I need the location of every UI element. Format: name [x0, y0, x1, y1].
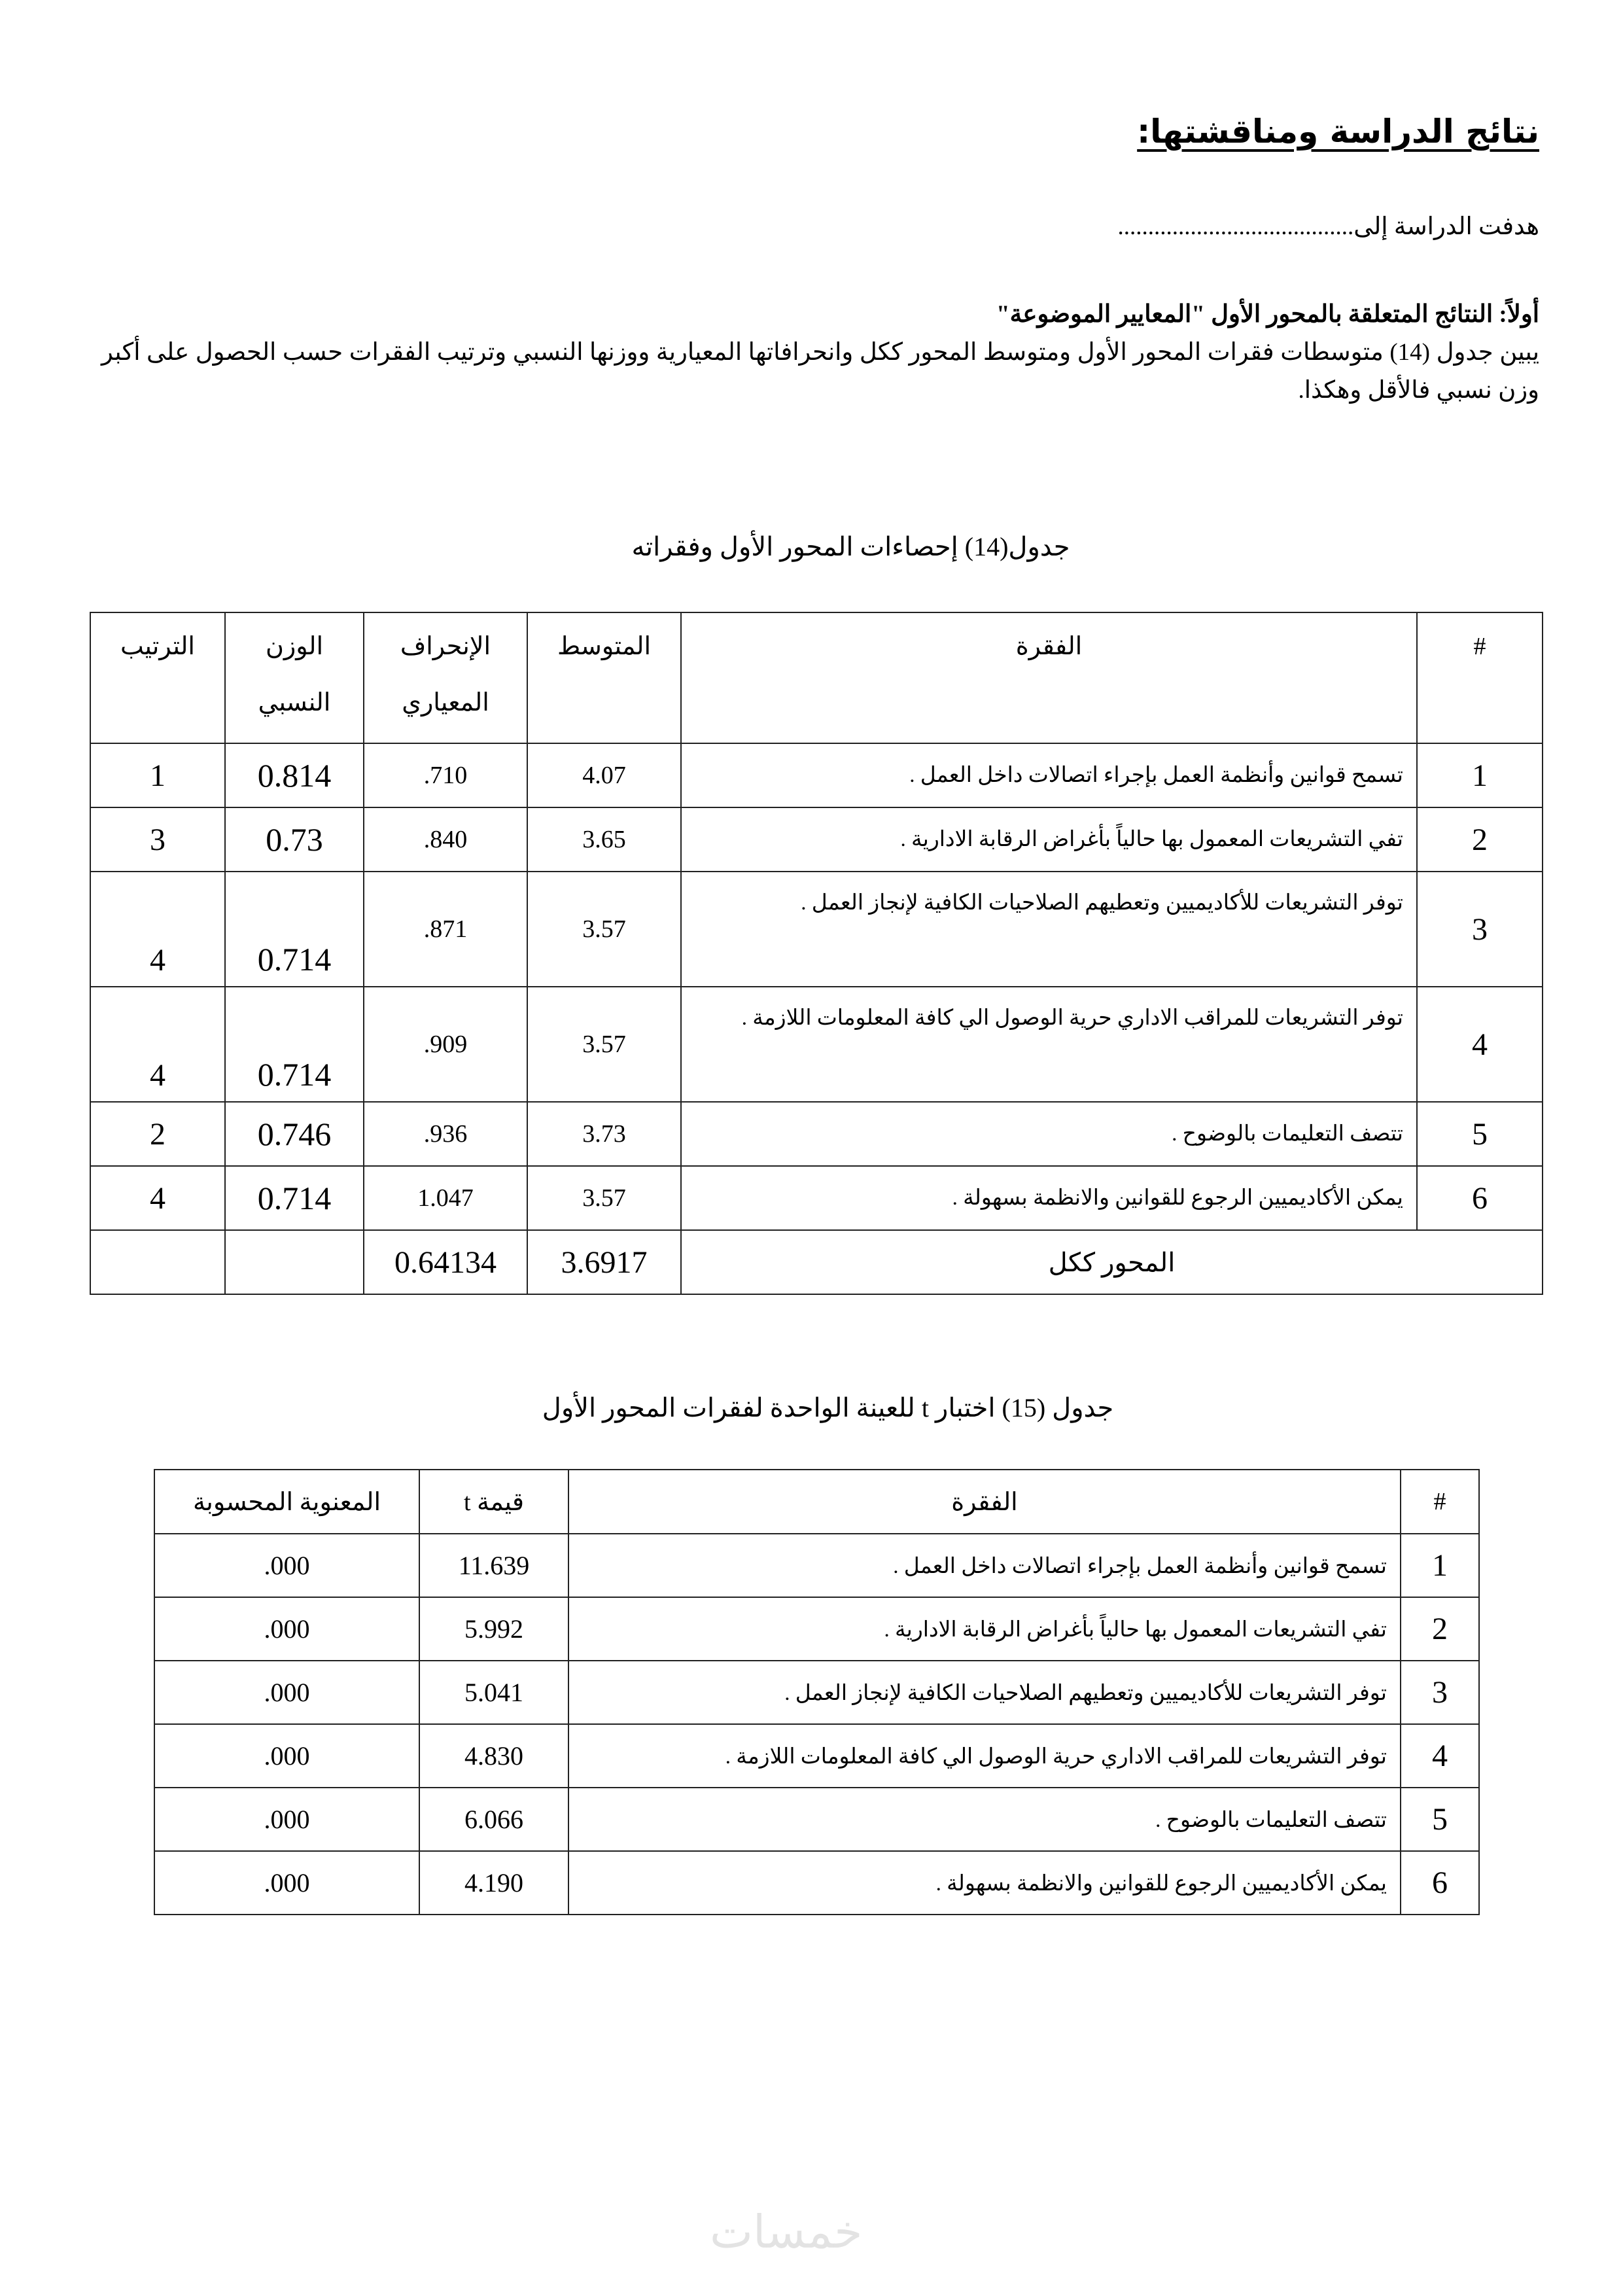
cell-significance: .000 [154, 1597, 419, 1661]
cell-index: 6 [1417, 1166, 1543, 1230]
cell-rank: 1 [90, 743, 225, 807]
cell-weight: 0.814 [225, 743, 364, 807]
total-sd: 0.64134 [364, 1230, 527, 1294]
cell-sd: 1.047 [364, 1166, 527, 1230]
table-row [154, 1597, 1479, 1661]
watermark-logo: خمسات [710, 2205, 863, 2259]
cell-item: توفر التشريعات للأكاديميين وتعطيهم الصلاحيات الكافية لإنجاز العمل . [681, 872, 1417, 987]
cell-item: تتصف التعليمات بالوضوح . [568, 1788, 1401, 1851]
table-header-row [90, 612, 1543, 743]
table-total-row [90, 1230, 1543, 1294]
table-row [90, 1102, 1543, 1166]
table-row [154, 1534, 1479, 1597]
header-weight: الوزن النسبي [225, 612, 364, 743]
cell-rank: 3 [90, 807, 225, 872]
cell-significance: .000 [154, 1534, 419, 1597]
cell-item: توفر التشريعات للمراقب الاداري حرية الوصول الي كافة المعلومات اللازمة . [681, 987, 1417, 1102]
cell-item: توفر التشريعات للمراقب الاداري حرية الوصول الي كافة المعلومات اللازمة . [568, 1724, 1401, 1788]
table-row [154, 1851, 1479, 1915]
table15-t-test [154, 1469, 1480, 1915]
table-row [90, 1166, 1543, 1230]
cell-item: تتصف التعليمات بالوضوح . [681, 1102, 1417, 1166]
table-row [90, 872, 1543, 987]
section-intro: يبين جدول (14) متوسطات فقرات المحور الأول ومتوسط المحور ككل وانحرافاتها المعيارية ووزنها النسبي وترتيب الفقرات حسب الحصول على أكبر وزن نسبي فالأقل وهكذا. [101, 339, 1539, 404]
cell-significance: .000 [154, 1788, 419, 1851]
cell-index: 2 [1417, 807, 1543, 872]
cell-t-value: 5.992 [419, 1597, 568, 1661]
header-index: # [1401, 1470, 1479, 1534]
cell-item: توفر التشريعات للأكاديميين وتعطيهم الصلاحيات الكافية لإنجاز العمل . [568, 1661, 1401, 1724]
cell-item: يمكن الأكاديميين الرجوع للقوانين والانظمة بسهولة . [681, 1166, 1417, 1230]
table15-caption: جدول (15) اختبار t للعينة الواحدة لفقرات المحور الأول [542, 1393, 1114, 1422]
cell-weight: 0.746 [225, 1102, 364, 1166]
cell-index: 3 [1417, 872, 1543, 987]
cell-index: 3 [1401, 1661, 1479, 1724]
cell-t-value: 4.830 [419, 1724, 568, 1788]
total-mean: 3.6917 [527, 1230, 681, 1294]
cell-mean: 3.57 [527, 987, 681, 1102]
cell-significance: .000 [154, 1724, 419, 1788]
total-label: المحور ككل [681, 1230, 1543, 1294]
cell-index: 5 [1417, 1102, 1543, 1166]
cell-mean: 3.73 [527, 1102, 681, 1166]
table-header-row [154, 1470, 1479, 1534]
header-item: الفقرة [681, 612, 1417, 743]
cell-item: تفي التشريعات المعمول بها حالياً بأغراض الرقابة الادارية . [681, 807, 1417, 872]
header-mean: المتوسط [527, 612, 681, 743]
table-row [90, 743, 1543, 807]
table-row [154, 1724, 1479, 1788]
cell-mean: 3.65 [527, 807, 681, 872]
table-row [154, 1661, 1479, 1724]
cell-t-value: 6.066 [419, 1788, 568, 1851]
cell-weight: 0.714 [225, 872, 364, 987]
cell-item: تسمح قوانين وأنظمة العمل بإجراء اتصالات داخل العمل . [681, 743, 1417, 807]
table-row [154, 1788, 1479, 1851]
header-sd: الإنحراف المعياري [364, 612, 527, 743]
header-item: الفقرة [568, 1470, 1401, 1534]
cell-index: 1 [1401, 1534, 1479, 1597]
cell-weight: 0.714 [225, 987, 364, 1102]
cell-index: 4 [1401, 1724, 1479, 1788]
cell-index: 1 [1417, 743, 1543, 807]
cell-index: 2 [1401, 1597, 1479, 1661]
cell-rank: 4 [90, 872, 225, 987]
section-lead: أولاً: [1499, 301, 1539, 328]
cell-t-value: 5.041 [419, 1661, 568, 1724]
cell-mean: 4.07 [527, 743, 681, 807]
cell-significance: .000 [154, 1661, 419, 1724]
section-title [996, 296, 1539, 334]
page-title: نتائج الدراسة ومناقشتها: [1137, 113, 1539, 150]
cell-sd: .909 [364, 987, 527, 1102]
cell-sd: .871 [364, 872, 527, 987]
cell-rank: 4 [90, 1166, 225, 1230]
cell-mean: 3.57 [527, 1166, 681, 1230]
total-rank [90, 1230, 225, 1294]
header-t-value: قيمة t [419, 1470, 568, 1534]
cell-sd: .710 [364, 743, 527, 807]
header-rank: الترتيب [90, 612, 225, 743]
cell-weight: 0.73 [225, 807, 364, 872]
table14-caption: جدول(14) إحصاءات المحور الأول وفقراته [631, 532, 1070, 561]
cell-rank: 2 [90, 1102, 225, 1166]
cell-index: 6 [1401, 1851, 1479, 1915]
cell-item: تسمح قوانين وأنظمة العمل بإجراء اتصالات داخل العمل . [568, 1534, 1401, 1597]
table-row [90, 807, 1543, 872]
table14-axis-statistics [90, 612, 1543, 1295]
header-significance: المعنوية المحسوبة [154, 1470, 419, 1534]
cell-mean: 3.57 [527, 872, 681, 987]
header-index: # [1417, 612, 1543, 743]
cell-significance: .000 [154, 1851, 419, 1915]
cell-sd: .840 [364, 807, 527, 872]
total-weight [225, 1230, 364, 1294]
cell-t-value: 4.190 [419, 1851, 568, 1915]
cell-rank: 4 [90, 987, 225, 1102]
table-row [90, 987, 1543, 1102]
cell-t-value: 11.639 [419, 1534, 568, 1597]
cell-index: 4 [1417, 987, 1543, 1102]
cell-item: يمكن الأكاديميين الرجوع للقوانين والانظمة بسهولة . [568, 1851, 1401, 1915]
cell-item: تفي التشريعات المعمول بها حالياً بأغراض الرقابة الادارية . [568, 1597, 1401, 1661]
cell-weight: 0.714 [225, 1166, 364, 1230]
section-title-text: النتائج المتعلقة بالمحور الأول "المعايير الموضوعة" [996, 301, 1499, 328]
cell-index: 5 [1401, 1788, 1479, 1851]
cell-sd: .936 [364, 1102, 527, 1166]
study-aim-text: هدفت الدراسة إلى....................................... [1117, 213, 1539, 240]
